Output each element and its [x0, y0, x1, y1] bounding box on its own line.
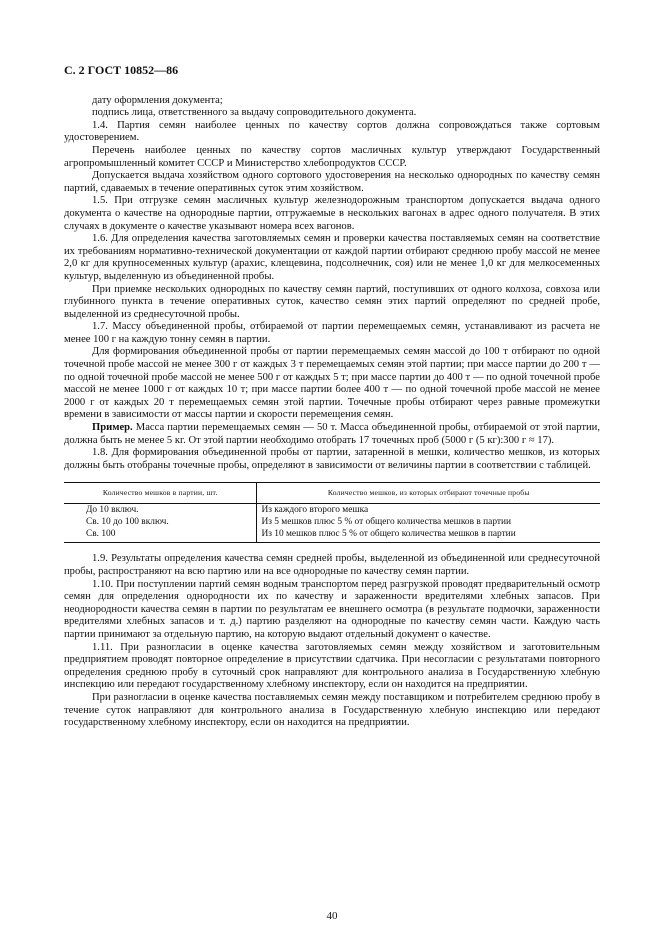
document-page — [64, 63, 600, 922]
table-header-cell: Количество мешков в партии, шт. — [64, 483, 257, 504]
paragraph: подпись лица, ответственного за выдачу сопроводительного документа. — [92, 107, 417, 119]
paragraphs-top — [64, 95, 600, 422]
table-cell: Из 5 мешков плюс 5 % от общего количества мешков в партии — [261, 517, 512, 528]
paragraph: При приемке нескольких однородных по качеству семян партий, поступивших от одного колхоза, совхоза или глубинного пункта в течение оперативных суток, качество семян этих партий определяют по средней пробе, выделенной из среднесуточной пробы. — [64, 283, 600, 320]
paragraphs-bottom — [64, 553, 600, 729]
paragraph: 1.7. Массу объединенной пробы, отбираемой от партии перемещаемых семян, устанавливают из расчета не менее 100 г на каждую тонну семян в партии. — [64, 321, 600, 345]
example-paragraph — [64, 422, 600, 447]
table-cell: Св. 100 — [64, 528, 257, 543]
table-row — [64, 528, 600, 543]
table-cell: Из каждого второго мешка — [261, 505, 369, 516]
table-cell: До 10 включ. — [64, 504, 257, 517]
example-label: Пример. — [92, 422, 133, 434]
table-cell: Св. 10 до 100 включ. — [64, 516, 257, 528]
paragraph-1-8: 1.8. Для формирования объединенной пробы от партии, затаренной в мешки, количество мешков, из которых должны быть отобраны точечные пробы, определяют в зависимости от величины партии в соответствии с таблицей. — [64, 447, 600, 471]
paragraph: 1.5. При отгрузке семян масличных культур железнодорожным транспортом допускается выдача одного документа о качестве на однородные партии, отгружаемые в нескольких вагонах в адрес одного получателя. В этих случаях в документе о качестве указывают номера всех вагонов. — [64, 195, 600, 232]
page-number: 40 — [326, 910, 338, 922]
paragraph: Для формирования объединенной пробы от партии перемещаемых семян массой до 100 т отбирают по одной точечной пробе массой не менее 300 г от каждых 3 т перемещаемых семян этой партии; при массе партии до 200 т — по одной точечной пробе массой не менее 500 г от каждых 5 т; при массе партии до 400 т — по одной точечной пробе массой не менее 1000 г от каждых 10 т; при массе партии более 400 т — по одной точечной пробе массой не менее 2000 г от каждых 20 т перемещаемых семян этой партии. Точечные пробы отбирают через равные промежутки времени в зависимости от массы партии и скорости перемещения семян. — [64, 346, 600, 421]
paragraph: 1.4. Партия семян наиболее ценных по качеству сортов должна сопровождаться также сортовым удостоверением. — [64, 119, 600, 144]
table-header-cell: Количество мешков, из которых отбирают точечные пробы — [257, 483, 600, 504]
table-header-row — [64, 483, 600, 504]
paragraph: При разногласии в оценке качества поставляемых семян между поставщиком и потребителем среднюю пробу в течение суток направляют для контрольного анализа в Государственную хлебную инспекцию или передают государственному хлебному инспектору, если он находится на предприятии. — [64, 691, 600, 729]
paragraph: Допускается выдача хозяйством одного сортового удостоверения на несколько однородных по качеству семян партий, сдаваемых в течение оперативных суток этим хозяйством. — [64, 170, 600, 194]
paragraph: Перечень наиболее ценных по качеству сортов масличных культур утверждают Государственный агропромышленный комитет СССР и Министерство хлебопродуктов СССР. — [64, 144, 600, 169]
example-text: Масса партии перемещаемых семян — 50 т. Масса объединенной пробы, отбираемой от этой партии, должна быть не менее 5 кг. От этой партии необходимо отобрать 17 точечных проб (5000 г (5 кг):300 г ≈ 17). — [64, 422, 600, 446]
sampling-table — [64, 482, 600, 543]
table-row — [64, 516, 600, 528]
page-header: С. 2 ГОСТ 10852—86 — [64, 63, 179, 77]
paragraph: 1.9. Результаты определения качества семян средней пробы, выделенной из объединенной или среднесуточной пробы, распространяют на всю партию или на все однородные по качеству семян партии. — [64, 553, 600, 577]
table-row — [64, 504, 600, 517]
paragraph: 1.6. Для определения качества заготовляемых семян и проверки качества поставляемых семян на соответствие их требованиям нормативно-технической документации от каждой партии отбирают среднюю пробу массой не менее 2,0 кг для крупносеменных культур (арахис, клещевина, подсолнечник, соя) или не менее 1,0 кг для мелкосеменных культур, выделенную из объединенной пробы. — [64, 233, 600, 282]
paragraph: 1.10. При поступлении партий семян водным транспортом перед разгрузкой проводят предварительный осмотр семян для определения однородности их по качеству и зараженности вредителями хлебных запасов. При неоднородности качества семян в партии по результатам ее внешнего осмотра (в результате подмочки, зараженности вредителями хлебных запасов и т. д.) партию разделяют на однородные по качеству семян части. Каждую часть партии принимают за отдельную партию, на которую выдают отдельный документ о качестве. — [64, 578, 600, 640]
paragraph: 1.11. При разногласии в оценке качества заготовляемых семян между хозяйством и заготовительным предприятием проводят повторное определение в присутствии сдатчика. При несогласии с результатами повторного определения среднюю пробу в суточный срок направляют для контрольного анализа в Государственную хлебную инспекцию или передают государственному хлебному инспектору, если он находится на предприятии. — [64, 641, 600, 691]
paragraph: дату оформления документа; — [92, 94, 223, 106]
table-cell: Из 10 мешков плюс 5 % от общего количества мешков в партии — [257, 528, 600, 543]
